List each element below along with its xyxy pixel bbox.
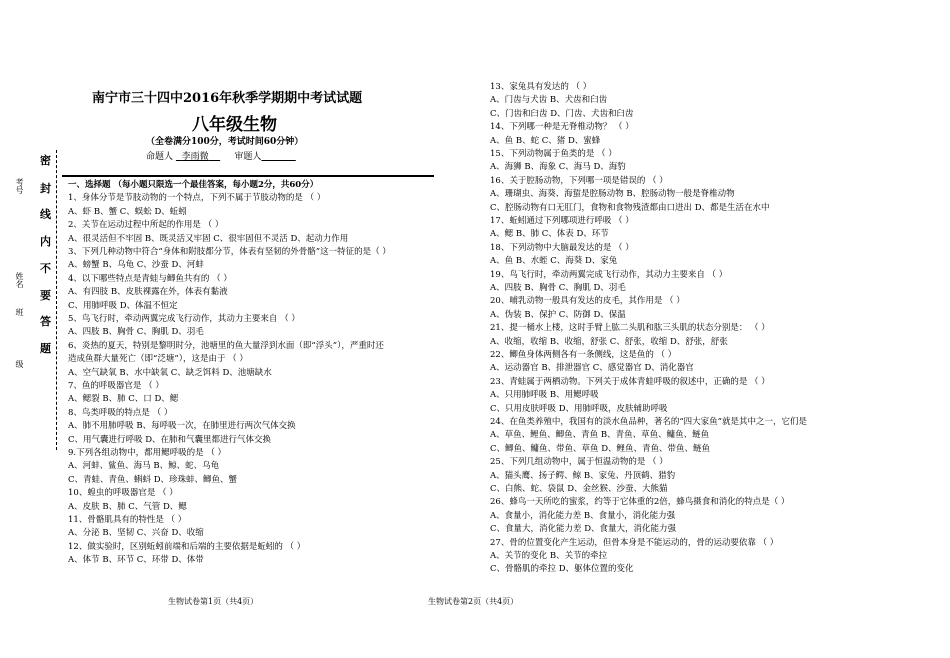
setter-label: 命题人 (146, 152, 174, 162)
name-label: 姓名 (15, 272, 24, 288)
question-line: C、门齿和臼齿 D、门齿、犬齿和臼齿 (490, 108, 634, 119)
question-line: 23、青蛙属于两栖动物。下列关于成体青蛙呼吸的叙述中，正确的是 （ ） (490, 376, 770, 387)
question-line: 14、下列哪一种是无脊椎动物？ （ ） (490, 122, 634, 133)
question-line: 27、骨的位置变化产生运动，但骨本身是不能运动的，骨的运动要依靠 （ ） (490, 537, 779, 548)
question-line: A、虾 B、蟹 C、蜈蚣 D、蚯蚓 (68, 206, 187, 217)
question-line: 26、蜂鸟一天所吃的蜜浆，约等于它体重的2倍，蜂鸟摄食和消化的特点是（ ） (490, 497, 790, 508)
question-line: A、伪装 B、保护 C、防御 D、保温 (490, 309, 626, 320)
question-line: 19、鸟飞行时，牵动两翼完成飞行动作，其动力主要来自 （ ） (490, 269, 728, 280)
question-line: A、四肢 B、胸骨 C、胸肌 D、羽毛 (490, 283, 626, 293)
question-line: 11、骨骼肌具有的特性是 （ ） (68, 515, 187, 525)
question-line: 8、鸟类呼吸的特点是 （ ） (68, 407, 173, 418)
question-line: C、青蛙、青鱼、蝌蚪 D、珍珠蚌、鲫鱼、蟹 (68, 474, 238, 485)
section-heading: 一、选择题 （每小题只限选一个最佳答案，每小题2分，共60分） (68, 180, 319, 190)
question-line: A、海狮 B、海象 C、海马 D、海豹 (490, 162, 626, 173)
question-line: 17、蚯蚓通过下列哪项进行呼吸 （ ） (490, 216, 634, 226)
exam-number-label: 考号 (15, 178, 24, 194)
question-line: A、螃蟹 B、乌龟 C、沙蚕 D、河蚌 (68, 260, 204, 271)
question-line: 20、哺乳动物一般具有发达的皮毛，其作用是 （ ） (490, 296, 685, 307)
seal-dashed-line (56, 150, 57, 450)
question-line: C、鲫鱼、鳙鱼、带鱼、草鱼 D、鲤鱼、青鱼、带鱼、鲢鱼 (490, 443, 711, 454)
question-line: 16、关于腔肠动物，下列哪一项是错误的 （ ） (490, 175, 668, 186)
question-line: A、体节 B、环节 C、环带 D、体带 (68, 555, 204, 566)
header-rule (62, 175, 434, 177)
seal-char: 线 (40, 208, 51, 221)
question-line: A、只用肺呼吸 B、用鳃呼吸 (490, 390, 599, 401)
question-line: 21、提一桶水上楼，这时手臂上肱二头肌和肱三头肌的状态分别是： （ ） (490, 323, 770, 334)
question-line: 2、关节在运动过程中所起的作用是 （ ） (68, 220, 224, 231)
question-line: 15、下列动物属于鱼类的是 （ ） (490, 149, 617, 159)
question-line: A、鳃 B、肺 C、体表 D、环节 (490, 229, 609, 240)
question-line: 9.下列各组动物中，都用鳃呼吸的是 （ ） (68, 448, 227, 458)
question-line: A、鳃裂 B、肺 C、口 D、鳃 (68, 394, 179, 405)
question-line: A、肺不用肺呼吸 B、每呼吸一次，在肺里进行两次气体交换 (68, 421, 296, 432)
question-line: A、河蚌、鲨鱼、海马 B、鲸、蛇、乌龟 (68, 461, 220, 472)
question-line: A、四肢 B、胸骨 C、胸肌 D、羽毛 (68, 327, 204, 338)
question-line: 1、身体分节是节肢动物的一个特点，下列不属于节肢动物的是 （ ） (68, 193, 326, 204)
class-label: 班 (15, 308, 24, 316)
question-line: A、很灵活但不牢固 B、既灵活又牢固 C、很牢固但不灵活 D、起动力作用 (68, 233, 349, 244)
question-line: 造成鱼群大量死亡（即“泛塘”），这是由于 （ ） (68, 354, 248, 365)
page-footer-left: 生物试卷第1页（共4页） (168, 597, 259, 606)
seal-char: 不 (40, 262, 51, 275)
reviewer-label: 审题人 (234, 152, 262, 162)
seal-char: 内 (40, 235, 51, 248)
question-line: 5、鸟飞行时，牵动两翼完成飞行动作，其动力主要来自 （ ） (68, 314, 300, 324)
seal-char: 答 (40, 315, 51, 328)
question-line: 13、家兔具有发达的 （ ） (490, 82, 592, 92)
question-line: A、门齿与犬齿 B、犬齿和臼齿 (490, 95, 608, 106)
setter-line (146, 149, 296, 162)
question-line: C、白熊、蛇、袋鼠 D、金丝猴、沙蚕、大熊猫 (490, 484, 668, 494)
setter-name (176, 152, 220, 162)
question-line: 10、蝗虫的呼吸器官是 （ ） (68, 488, 178, 499)
question-line: C、骨骼肌的牵拉 D、躯体位置的变化 (490, 564, 634, 575)
question-line: A、有四肢 B、皮肤裸露在外，体表有黏液 (68, 287, 228, 298)
page-footer-right: 生物试卷第2页（共4页） (428, 597, 519, 606)
question-line: 12、做实验时，区别蚯蚓前端和后端的主要依据是蚯蚓的 （ ） (68, 541, 306, 552)
question-line: A、鱼 B、水蛭 C、海葵 D、家兔 (490, 256, 618, 267)
school-exam-title: 南宁市三十四中2016年秋季学期期中考试试题 (92, 91, 363, 106)
seal-char: 密 (40, 154, 51, 167)
question-line: A、鱼 B、蛇 C、猪 D、蜜蜂 (490, 135, 601, 146)
exam-info: （全卷满分100分，考试时间60分钟） (146, 137, 304, 147)
question-line: 25、下列几组动物中，属于恒温动物的是 （ ） (490, 457, 668, 468)
question-line: A、运动器官 B、排泄器官 C、感觉器官 D、消化器官 (490, 363, 694, 374)
question-line: 24、在鱼类养殖中，我国有的淡水鱼品种，著名的“四大家鱼”就是其中之一，它们是 (490, 417, 808, 427)
seal-char: 封 (40, 182, 51, 195)
question-line: A、空气缺氧 B、水中缺氧 C、缺乏饵料 D、池塘缺水 (68, 367, 272, 378)
question-line: 7、鱼的呼吸器官是 （ ） (68, 381, 164, 391)
question-line: C、用气囊进行呼吸 D、在肺和气囊里都进行气体交换 (68, 434, 272, 445)
question-line: A、关节的变化 B、关节的牵拉 (490, 551, 608, 561)
question-line: A、猫头鹰、扬子鳄、鲸 B、家兔、丹顶鹤、猎豹 (490, 470, 676, 481)
question-line: C、用肺呼吸 D、体温不恒定 (68, 300, 178, 311)
setter-name-text: 李雨微 (181, 152, 209, 162)
reviewer-blank (261, 152, 295, 162)
question-line: C、食量大，消化能力差 D、食量大，消化能力强 (490, 524, 677, 535)
question-line: 4、以下哪些特点是青蛙与鲫鱼共有的 （ ） (68, 273, 232, 284)
seal-char: 要 (40, 289, 51, 302)
seal-char: 题 (40, 342, 51, 355)
question-line: A、食量小，消化能力差 B、食量小，消化能力强 (490, 510, 676, 521)
question-line: C、只用皮肤呼吸 D、用肺呼吸，皮肤辅助呼吸 (490, 403, 668, 414)
question-line: A、草鱼、鲤鱼、鲫鱼、青鱼 B、青鱼、草鱼、鳙鱼、鲢鱼 (490, 430, 710, 441)
subject-title: 八年级生物 (192, 115, 277, 135)
question-line: A、分泌 B、坚韧 C、兴奋 D、收缩 (68, 528, 204, 539)
question-line: A、收缩，收缩 B、收缩，舒张 C、舒张，收缩 D、舒张，舒张 (490, 336, 728, 347)
question-line: 18、下列动物中大脑最发达的是 （ ） (490, 242, 634, 253)
question-line: 22、鲫鱼身体两侧各有一条侧线，这是鱼的 （ ） (490, 350, 677, 360)
question-line: A、珊瑚虫、海葵、海蜇是腔肠动物 B、腔肠动物一般是脊椎动物 (490, 189, 735, 200)
question-line: 6、炎热的夏天，特别是黎明时分，池塘里的鱼大量浮到水面（即“浮头”），严重时还 (68, 340, 384, 351)
question-line: C、腔肠动物有口无肛门，食物和食物残渣都由口进出 D、都是生活在水中 (490, 202, 770, 213)
question-line: 3、下列几种动物中符合“身体和附肢都分节，体表有坚韧的外骨骼”这一特征的是（ ） (68, 247, 391, 257)
grade-label: 级 (15, 360, 24, 368)
question-line: A、皮肤 B、肺 C、气管 D、鳃 (68, 501, 187, 512)
